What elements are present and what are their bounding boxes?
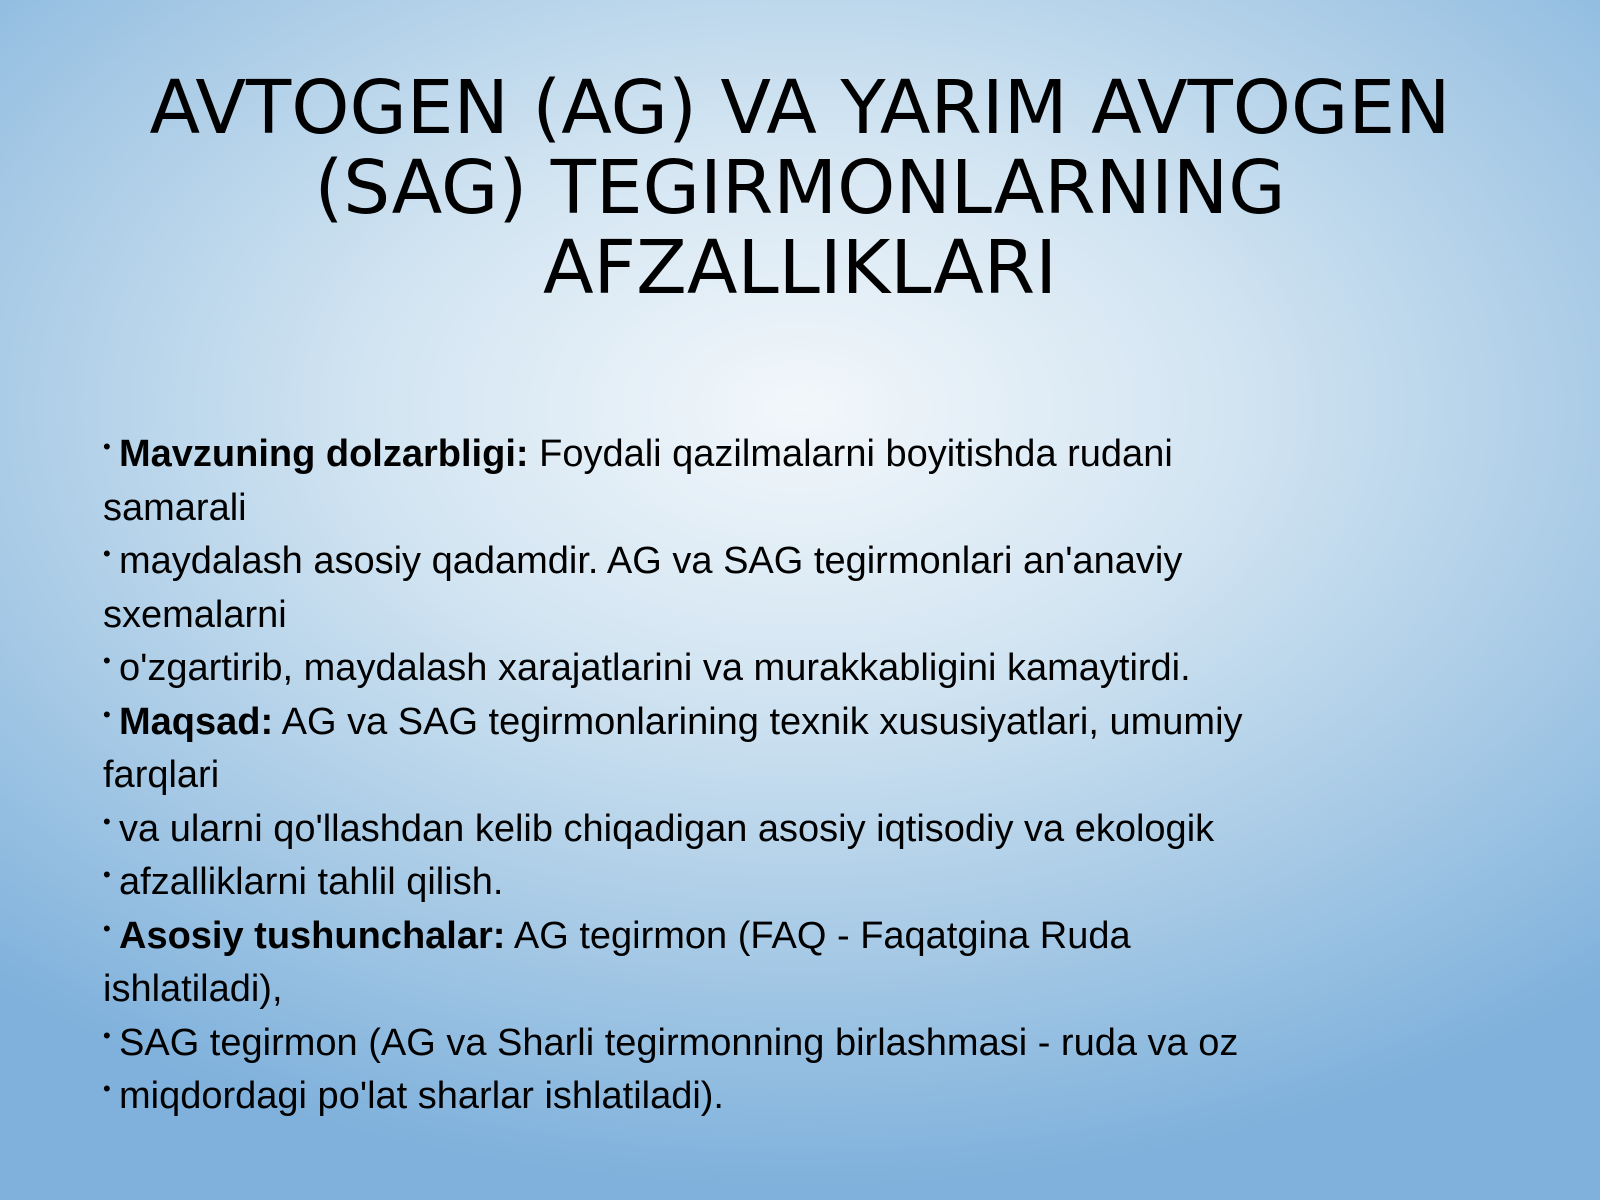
item-text-continued: farqlari bbox=[103, 754, 220, 796]
list-item bbox=[103, 428, 1503, 535]
title-line-1: AVTOGEN (AG) VA YARIM AVTOGEN bbox=[149, 65, 1451, 151]
item-text: miqdordagi po'lat sharlar ishlatiladi). bbox=[119, 1075, 724, 1117]
item-text: maydalash asosiy qadamdir. AG va SAG tegirmonlari an'anaviy bbox=[119, 540, 1183, 582]
list-item bbox=[103, 856, 1503, 910]
item-label: Mavzuning dolzarbligi: bbox=[119, 433, 529, 475]
item-text-continued: samarali bbox=[103, 486, 247, 529]
bullet-icon: • bbox=[103, 434, 111, 459]
item-text: AG tegirmon (FAQ - Faqatgina Ruda bbox=[505, 914, 1131, 957]
list-item bbox=[103, 642, 1503, 696]
item-text: afzalliklarni tahlil qilish. bbox=[119, 861, 504, 903]
item-text-continued: sxemalarni bbox=[103, 593, 287, 636]
list-item bbox=[103, 1070, 1503, 1124]
item-text: AG va SAG tegirmonlarining texnik xususiyatlari, umumiy bbox=[273, 700, 1243, 743]
title-line-2: (SAG) TEGIRMONLARNING bbox=[314, 145, 1286, 231]
item-text: Foydali qazilmalarni boyitishda rudani bbox=[528, 433, 1173, 475]
list-item bbox=[103, 803, 1503, 857]
item-label: Asosiy tushunchalar: bbox=[119, 914, 506, 957]
item-text: o'zgartirib, maydalash xarajatlarini va murakkabligini kamaytirdi. bbox=[119, 647, 1191, 689]
item-text: va ularni qo'llashdan kelib chiqadigan asosiy iqtisodiy va ekologik bbox=[119, 807, 1215, 850]
list-item bbox=[103, 1017, 1503, 1071]
bullet-icon: • bbox=[103, 808, 111, 834]
bullet-icon: • bbox=[103, 915, 111, 941]
title-line-3: AFZALLIKLARI bbox=[542, 225, 1058, 311]
bullet-icon: • bbox=[103, 1076, 111, 1101]
list-item bbox=[103, 535, 1503, 642]
slide-title bbox=[100, 65, 1500, 311]
bullet-icon: • bbox=[103, 862, 111, 887]
list-item bbox=[103, 910, 1503, 1017]
item-text-continued: ishlatiladi), bbox=[103, 968, 283, 1010]
item-text: SAG tegirmon (AG va Sharli tegirmonning birlashmasi - ruda va oz bbox=[119, 1021, 1239, 1064]
bullet-icon: • bbox=[103, 701, 111, 727]
bullet-icon: • bbox=[103, 1022, 111, 1048]
item-label: Maqsad: bbox=[119, 700, 274, 743]
bullet-icon: • bbox=[103, 541, 111, 566]
bullet-icon: • bbox=[103, 648, 111, 673]
bullet-list bbox=[103, 428, 1503, 1124]
list-item bbox=[103, 696, 1503, 803]
